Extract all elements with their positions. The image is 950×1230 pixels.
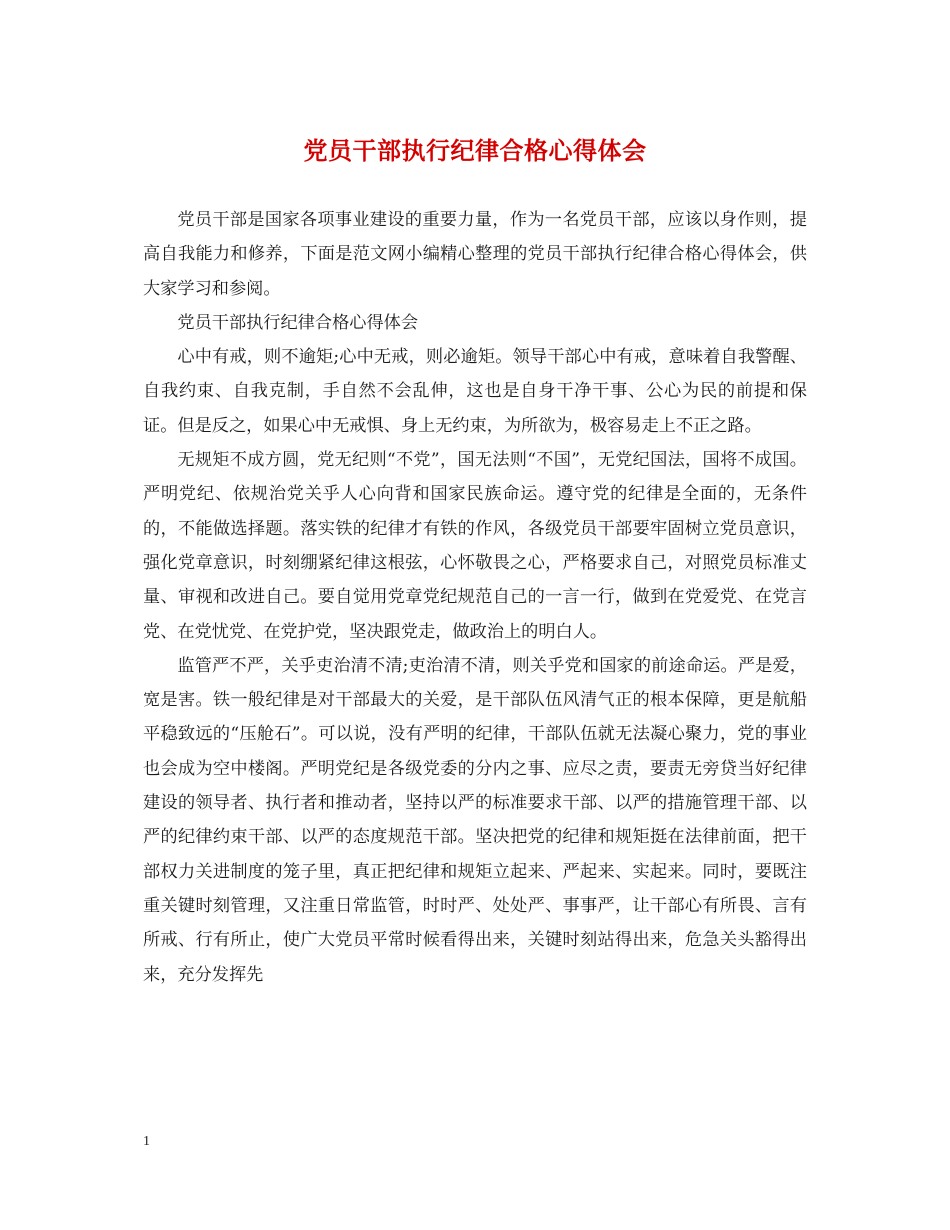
paragraph-2: 无规矩不成方圆，党无纪则“不党”，国无法则“不国”，无党纪国法，国将不成国。严明党纪、依规治党关乎人心向背和国家民族命运。遵守党的纪律是全面的，无条件的，不能做选择题。落实铁的纪律才有铁的作风，各级党员干部要牢固树立党员意识，强化党章意识，时刻绷紧纪律这根弦，心怀敬畏之心，严格要求自己，对照党员标准丈量、审视和改进自己。要自觉用党章党纪规范自己的一言一行，做到在党爱党、在党言党、在党忧党、在党护党，坚决跟党走，做政治上的明白人。 <box>143 450 807 642</box>
paragraph-3: 监管严不严，关乎吏治清不清;吏治清不清，则关乎党和国家的前途命运。严是爱，宽是害。铁一般纪律是对干部最大的关爱，是干部队伍风清气正的根本保障，更是航船平稳致远的“压舱石”。可以说，没有严明的纪律，干部队伍就无法凝心聚力，党的事业也会成为空中楼阁。严明党纪是各级党委的分内之事、应尽之责，要责无旁贷当好纪律建设的领导者、执行者和推动者，坚持以严的标准要求干部、以严的措施管理干部、以严的纪律约束干部、以严的态度规范干部。坚决把党的纪律和规矩挺在法律前面，把干部权力关进制度的笼子里，真正把纪律和规矩立起来、严起来、实起来。同时，要既注重关键时刻管理，又注重日常监管，时时严、处处严、事事严，让干部心有所畏、言有所戒、行有所止，使广大党员平常时候看得出来，关键时刻站得出来，危急关头豁得出来，充分发挥先 <box>143 655 807 985</box>
paragraph-1: 心中有戒，则不逾矩;心中无戒，则必逾矩。领导干部心中有戒，意味着自我警醒、自我约束、自我克制，手自然不会乱伸，这也是自身干净干事、公心为民的前提和保证。但是反之，如果心中无戒惧、身上无约束，为所欲为，极容易走上不正之路。 <box>143 347 807 436</box>
document-title: 党员干部执行纪律合格心得体会 <box>303 137 647 165</box>
page-number: 1 <box>143 1134 150 1149</box>
paragraph-intro: 党员干部是国家各项事业建设的重要力量，作为一名党员干部，应该以身作则，提高自我能力和修养，下面是范文网小编精心整理的党员干部执行纪律合格心得体会，供大家学习和参阅。 <box>143 210 807 299</box>
paragraph-subtitle: 党员干部执行纪律合格心得体会 <box>177 312 419 333</box>
document-body <box>143 203 807 992</box>
